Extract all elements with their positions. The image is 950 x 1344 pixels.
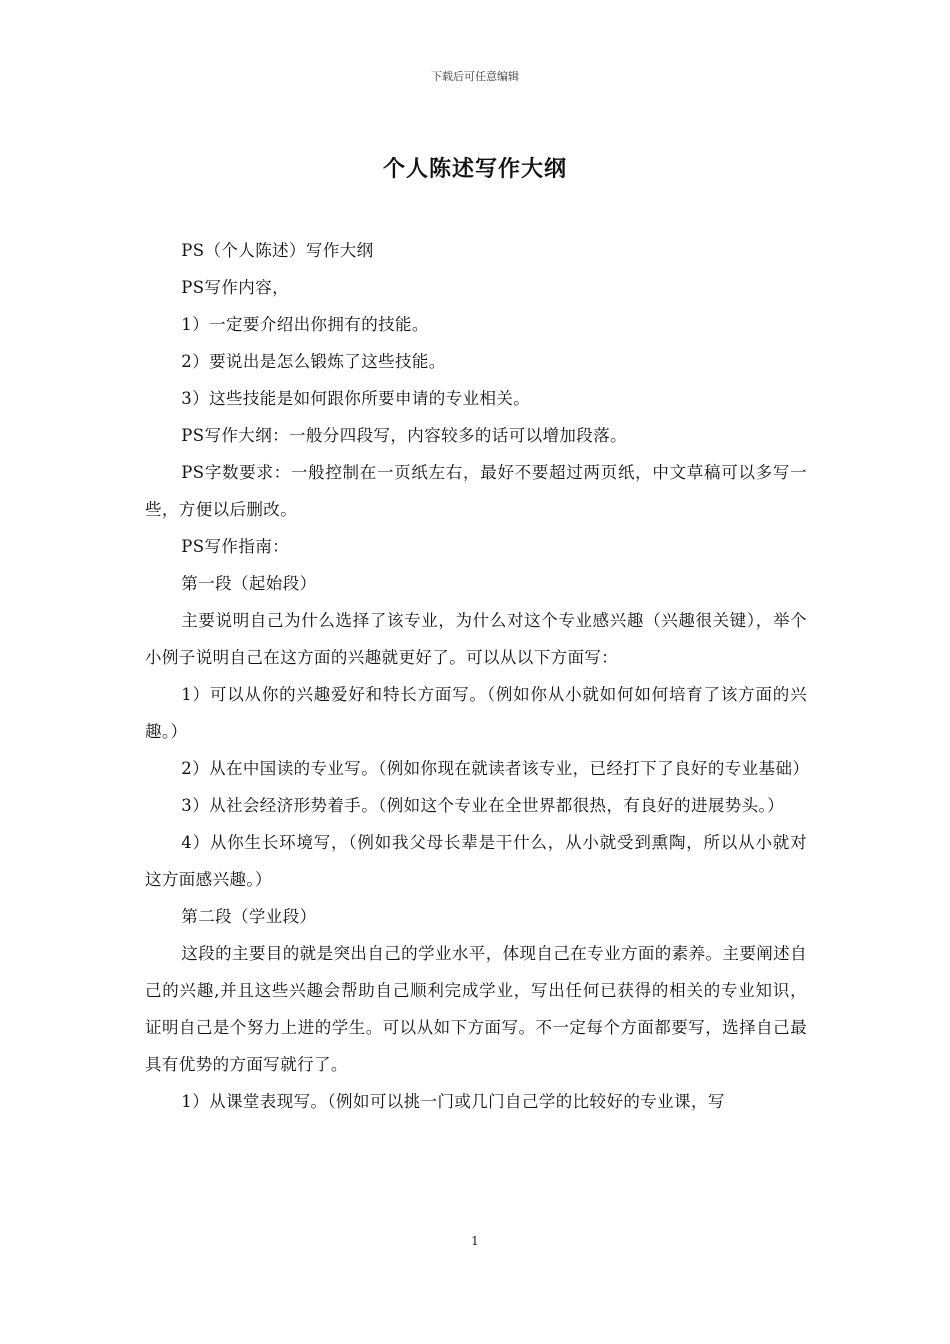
paragraph: PS（个人陈述）写作大纲 xyxy=(181,241,374,260)
document-body xyxy=(145,232,810,1120)
paragraph: 1）一定要介绍出你拥有的技能。 xyxy=(181,315,429,334)
paragraph: 主要说明自己为什么选择了该专业，为什么对这个专业感兴趣（兴趣很关键），举个小例子说明自己在这方面的兴趣就更好了。可以从以下方面写： xyxy=(145,611,807,667)
page-number: 1 xyxy=(471,1234,479,1248)
paragraph: 1）从课堂表现写。（例如可以挑一门或几门自己学的比较好的专业课，写 xyxy=(181,1092,725,1111)
document-title: 个人陈述写作大纲 xyxy=(382,156,567,182)
paragraph: 3）这些技能是如何跟你所要申请的专业相关。 xyxy=(181,389,531,408)
paragraph: 1）可以从你的兴趣爱好和特长方面写。（例如你从小就如何如何培育了该方面的兴趣。） xyxy=(145,685,807,741)
paragraph: PS字数要求：一般控制在一页纸左右，最好不要超过两页纸，中文草稿可以多写一些，方便以后删改。 xyxy=(145,463,807,519)
paragraph: PS写作大纲：一般分四段写，内容较多的话可以增加段落。 xyxy=(181,426,628,445)
section-heading: 第二段（学业段） xyxy=(181,907,317,926)
paragraph: 这段的主要目的就是突出自己的学业水平，体现自己在专业方面的素养。主要阐述自己的兴趣,并且这些兴趣会帮助自己顺利完成学业，写出任何已获得的相关的专业知识，证明自己是个努力上进的学生。可以从如下方面写。不一定每个方面都要写，选择自己最具有优势的方面写就行了。 xyxy=(145,944,807,1074)
paragraph: PS写作指南： xyxy=(181,537,290,556)
paragraph: PS写作内容， xyxy=(181,278,290,297)
section-heading: 第一段（起始段） xyxy=(181,574,317,593)
paragraph: 3）从社会经济形势着手。（例如这个专业在全世界都很热，有良好的进展势头。） xyxy=(181,796,785,815)
paragraph: 2）从在中国读的专业写。（例如你现在就读者该专业，已经打下了良好的专业基础） xyxy=(181,759,810,778)
paragraph: 2）要说出是怎么锻炼了这些技能。 xyxy=(181,352,446,371)
page-header: 下载后可任意编辑 xyxy=(431,70,519,83)
paragraph: 4）从你生长环境写，（例如我父母长辈是干什么，从小就受到熏陶，所以从小就对这方面感兴趣。） xyxy=(145,833,807,889)
